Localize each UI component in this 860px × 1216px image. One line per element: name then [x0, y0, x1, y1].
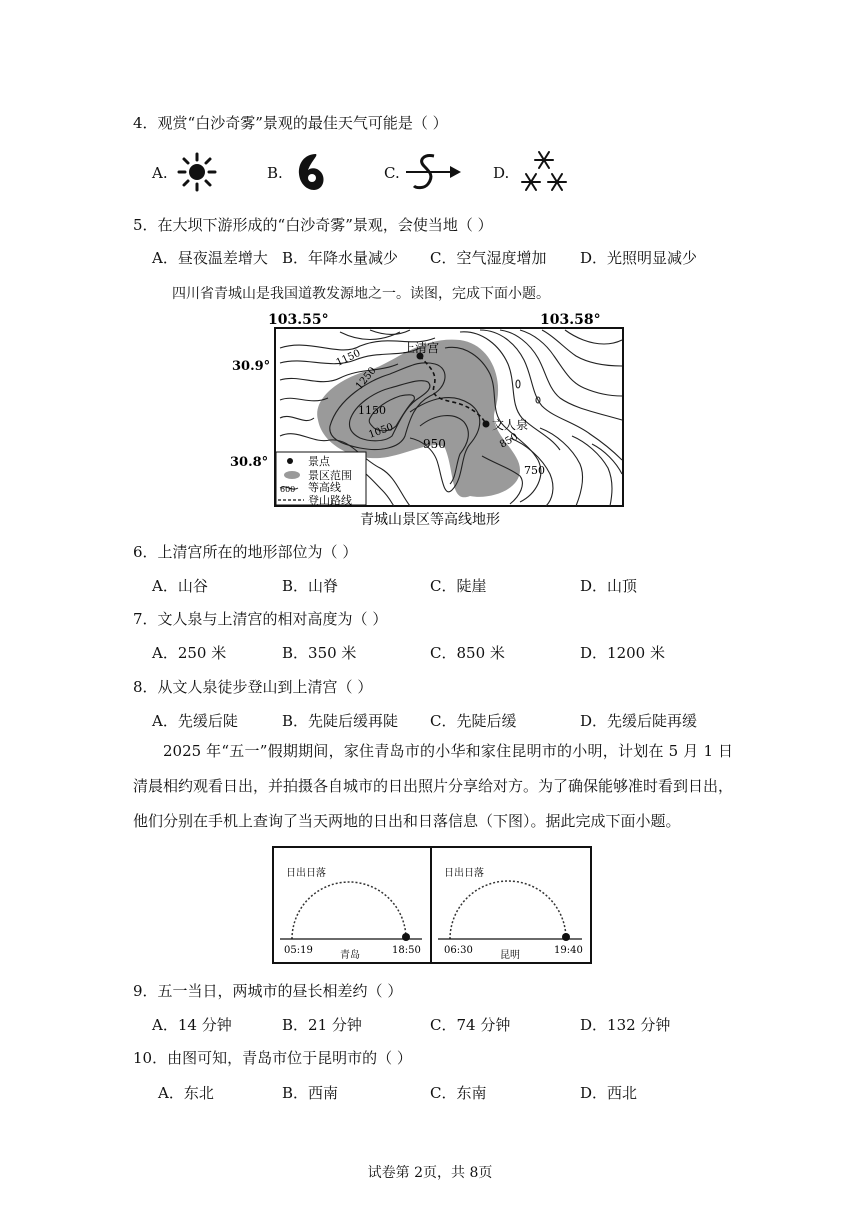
contour-value-950: 950 — [423, 437, 446, 451]
qingdao-sunrise: 05:19 — [284, 945, 313, 956]
lon-right-label: 103.58° — [540, 312, 601, 328]
sandstorm-icon — [404, 152, 462, 192]
map-legend — [276, 452, 366, 507]
intro-qingcheng: 四川省青城山是我国道教发源地之一。读图，完成下面小题。 — [172, 286, 550, 302]
option-b: B．21 分钟 — [282, 1016, 362, 1034]
option-c: C．850 米 — [430, 644, 505, 662]
option-d: D．光照明显减少 — [580, 249, 698, 267]
kunming-sunset: 19:40 — [554, 945, 583, 956]
contour-value-850: 850 — [498, 431, 521, 451]
option-a-label: A. — [152, 164, 168, 182]
option-a: A．山谷 — [152, 577, 208, 595]
option-b: B．山脊 — [282, 577, 339, 595]
option-a: A．昼夜温差增大 — [152, 249, 268, 267]
contour-value-1150-top: 1150 — [334, 347, 363, 369]
shangqing-palace-label: 上清宫 — [403, 341, 440, 355]
option-d: D．西北 — [580, 1084, 638, 1102]
option-c-label: C. — [384, 164, 400, 182]
sunny-icon — [176, 152, 218, 192]
intro-sunrise-text: 2025 年“五一”假期期间，家住青岛市的小华和家住昆明市的小明，计划在 5 月 1 日清晨相约观看日出，并拍摄各自城市的日出照片分享给对方。为了确保能够准时看到日出，他们分别在手机上查询了当天两地的日出和日落信息（下图）。据此完成下面小题。 — [133, 742, 734, 830]
option-d: D．132 分钟 — [580, 1016, 671, 1034]
contour-value-1150: 1150 — [358, 404, 386, 417]
lon-left-label: 103.55° — [268, 312, 329, 328]
qingdao-panel — [280, 866, 422, 961]
contour-value-750: 750 — [524, 464, 545, 477]
question-10-text: 10．由图可知，青岛市位于昆明市的（ ） — [133, 1049, 412, 1067]
contour-map-figure — [220, 308, 640, 533]
question-7-text: 7．文人泉与上清宫的相对高度为（ ） — [133, 610, 388, 628]
option-d: D．山顶 — [580, 577, 638, 595]
page-footer: 试卷第 2页，共 8页 — [367, 1165, 493, 1181]
option-a: A．250 米 — [152, 644, 227, 662]
qingdao-city: 青岛 — [340, 950, 360, 961]
snow-icon — [518, 148, 570, 196]
contour-value-1050: 1050 — [367, 421, 395, 441]
lat-top-label: 30.9° — [232, 359, 271, 374]
option-d: D．先缓后陡再缓 — [580, 712, 698, 730]
qingdao-sunset: 18:50 — [392, 945, 421, 956]
question-5-text: 5．在大坝下游形成的“白沙奇雾”景观，会使当地（ ） — [133, 216, 493, 234]
wenren-spring-label: 文人泉 — [492, 418, 529, 432]
kunming-panel — [438, 866, 583, 961]
kunming-sun-icon — [562, 933, 570, 941]
option-c: C．先陡后缓 — [430, 712, 517, 730]
map-caption: 青城山景区等高线地形 — [360, 512, 500, 528]
option-b: B．西南 — [282, 1084, 339, 1102]
qingdao-sun-arc — [292, 882, 406, 939]
question-4-text: 4．观赏“白沙奇雾”景观的最佳天气可能是（ ） — [133, 114, 448, 132]
option-c: C．陡崖 — [430, 577, 487, 595]
kunming-panel-title: 日出日落 — [444, 868, 484, 879]
kunming-sunrise: 06:30 — [444, 945, 473, 956]
sunrise-sunset-figure — [272, 846, 592, 964]
option-a: A．14 分钟 — [152, 1016, 232, 1034]
wenren-spring-point — [483, 421, 490, 428]
option-d: D．1200 米 — [580, 644, 665, 662]
option-d-label: D. — [493, 164, 510, 182]
legend-contour-value: 600 — [280, 485, 296, 494]
qingdao-sun-icon — [402, 933, 410, 941]
contour-value-1250: 1250 — [353, 365, 379, 392]
kunming-city: 昆明 — [500, 950, 520, 961]
option-c: C．74 分钟 — [430, 1016, 511, 1034]
option-b: B．年降水量减少 — [282, 249, 399, 267]
intro-sunrise — [133, 734, 733, 839]
legend-area: 景区范围 — [308, 469, 352, 482]
option-b: B．先陡后缓再陡 — [282, 712, 399, 730]
typhoon-icon — [294, 150, 328, 194]
legend-contour: 等高线 — [308, 481, 341, 494]
qingdao-panel-title: 日出日落 — [286, 868, 326, 879]
option-a: A．先缓后陡 — [152, 712, 238, 730]
question-6-text: 6．上清宫所在的地形部位为（ ） — [133, 543, 358, 561]
legend-route: 登山路线 — [308, 494, 352, 507]
question-9-text: 9．五一当日，两城市的昼长相差约（ ） — [133, 982, 403, 1000]
sunrise-sunset-panels — [274, 848, 590, 962]
question-8-text: 8．从文人泉徒步登山到上清宫（ ） — [133, 678, 373, 696]
option-b: B．350 米 — [282, 644, 357, 662]
option-c: C．东南 — [430, 1084, 487, 1102]
lat-bottom-label: 30.8° — [230, 455, 269, 470]
option-b-label: B. — [267, 164, 283, 182]
kunming-sun-arc — [450, 881, 566, 939]
option-c: C．空气湿度增加 — [430, 249, 547, 267]
option-a: A．东北 — [158, 1084, 214, 1102]
legend-point: 景点 — [308, 455, 330, 468]
contour-map — [220, 308, 640, 533]
